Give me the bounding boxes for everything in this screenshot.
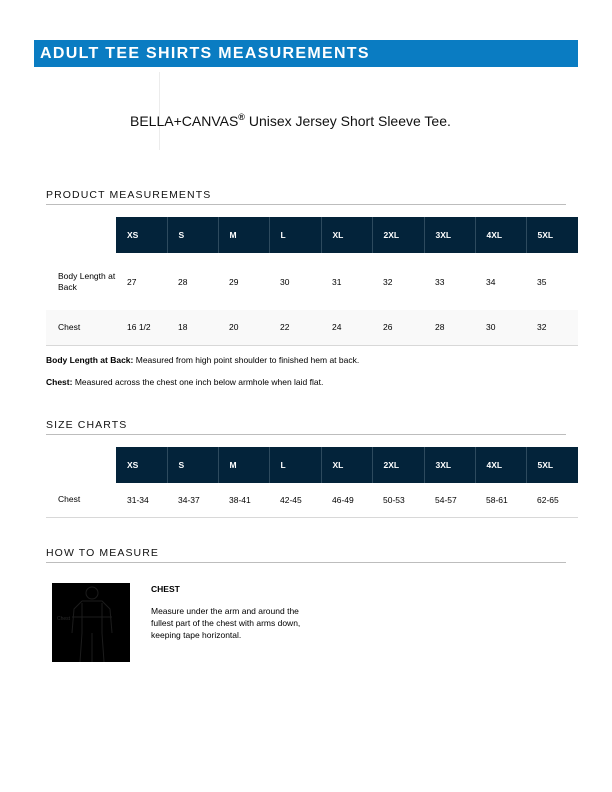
size-header: S	[167, 217, 218, 253]
chest-instructions: Measure under the arm and around the fullest part of the chest with arms down, keeping tape horizontal.	[151, 606, 301, 640]
chest-measure-figure	[52, 583, 130, 662]
divider	[159, 72, 160, 150]
size-header: XS	[116, 447, 167, 483]
table-header-row	[46, 447, 578, 483]
row-label: Body Length at Back	[58, 270, 116, 292]
header-blank-cell	[46, 217, 116, 253]
size-header: L	[269, 217, 321, 253]
table-row	[46, 310, 578, 345]
size-header: XL	[321, 447, 372, 483]
table-cell: 32	[383, 276, 393, 287]
table-cell: 34-37	[167, 483, 218, 517]
table-cell: 30	[280, 276, 290, 287]
table-cell: 42-45	[269, 483, 321, 517]
table-cell: 31-34	[116, 483, 167, 517]
table-header-row	[46, 217, 578, 253]
size-charts-table	[46, 447, 578, 518]
table-row	[46, 483, 578, 517]
product-measurements-table	[46, 217, 578, 346]
body-silhouette-icon	[52, 583, 130, 662]
table-cell: 38-41	[218, 483, 269, 517]
table-cell: 35	[537, 276, 547, 287]
table-cell: 27	[127, 276, 137, 287]
size-header: M	[218, 217, 269, 253]
note-body-length	[46, 355, 359, 365]
table-cell: 58-61	[475, 483, 526, 517]
size-header: S	[167, 447, 218, 483]
row-label: Chest	[46, 483, 116, 517]
table-cell: 28	[424, 310, 475, 345]
size-header: XS	[116, 217, 167, 253]
table-cell: 62-65	[526, 483, 578, 517]
product-title	[130, 112, 451, 129]
table-cell: 30	[475, 310, 526, 345]
product-measurements-heading: PRODUCT MEASUREMENTS	[46, 189, 566, 205]
table-cell: 33	[435, 276, 445, 287]
table-cell: 50-53	[372, 483, 424, 517]
table-cell: 46-49	[321, 483, 372, 517]
table-cell: 32	[526, 310, 578, 345]
note-text: Measured from high point shoulder to finished hem at back.	[133, 355, 360, 365]
page-banner: ADULT TEE SHIRTS MEASUREMENTS	[34, 40, 578, 67]
table-cell: 22	[269, 310, 321, 345]
size-charts-heading: SIZE CHARTS	[46, 419, 566, 435]
table-cell: 34	[486, 276, 496, 287]
size-header: 3XL	[424, 447, 475, 483]
row-label: Chest	[46, 310, 116, 345]
size-header: XL	[321, 217, 372, 253]
size-header: 4XL	[475, 217, 526, 253]
table-cell: 26	[372, 310, 424, 345]
product-description: Unisex Jersey Short Sleeve Tee.	[244, 113, 451, 129]
size-header: 2XL	[372, 447, 424, 483]
size-header: 5XL	[526, 217, 578, 253]
table-row	[46, 253, 578, 310]
chest-heading: CHEST	[151, 584, 180, 594]
table-cell: 28	[178, 276, 188, 287]
table-cell: 24	[321, 310, 372, 345]
header-blank-cell	[46, 447, 116, 483]
table-cell: 54-57	[424, 483, 475, 517]
size-header: M	[218, 447, 269, 483]
note-label: Body Length at Back:	[46, 355, 134, 365]
figure-label: Chest	[57, 616, 71, 622]
product-brand: BELLA+CANVAS	[130, 113, 239, 129]
size-header: 5XL	[526, 447, 578, 483]
table-cell: 16 1/2	[116, 310, 167, 345]
table-cell: 31	[332, 276, 342, 287]
size-header: L	[269, 447, 321, 483]
table-cell: 20	[218, 310, 269, 345]
note-text: Measured across the chest one inch below armhole when laid flat.	[72, 377, 324, 387]
size-header: 3XL	[424, 217, 475, 253]
size-header: 4XL	[475, 447, 526, 483]
note-chest	[46, 377, 323, 387]
how-to-measure-heading: HOW TO MEASURE	[46, 547, 566, 563]
size-header: 2XL	[372, 217, 424, 253]
note-label: Chest:	[46, 377, 73, 387]
table-cell: 18	[167, 310, 218, 345]
table-cell: 29	[229, 276, 239, 287]
registered-mark: ®	[238, 112, 245, 122]
